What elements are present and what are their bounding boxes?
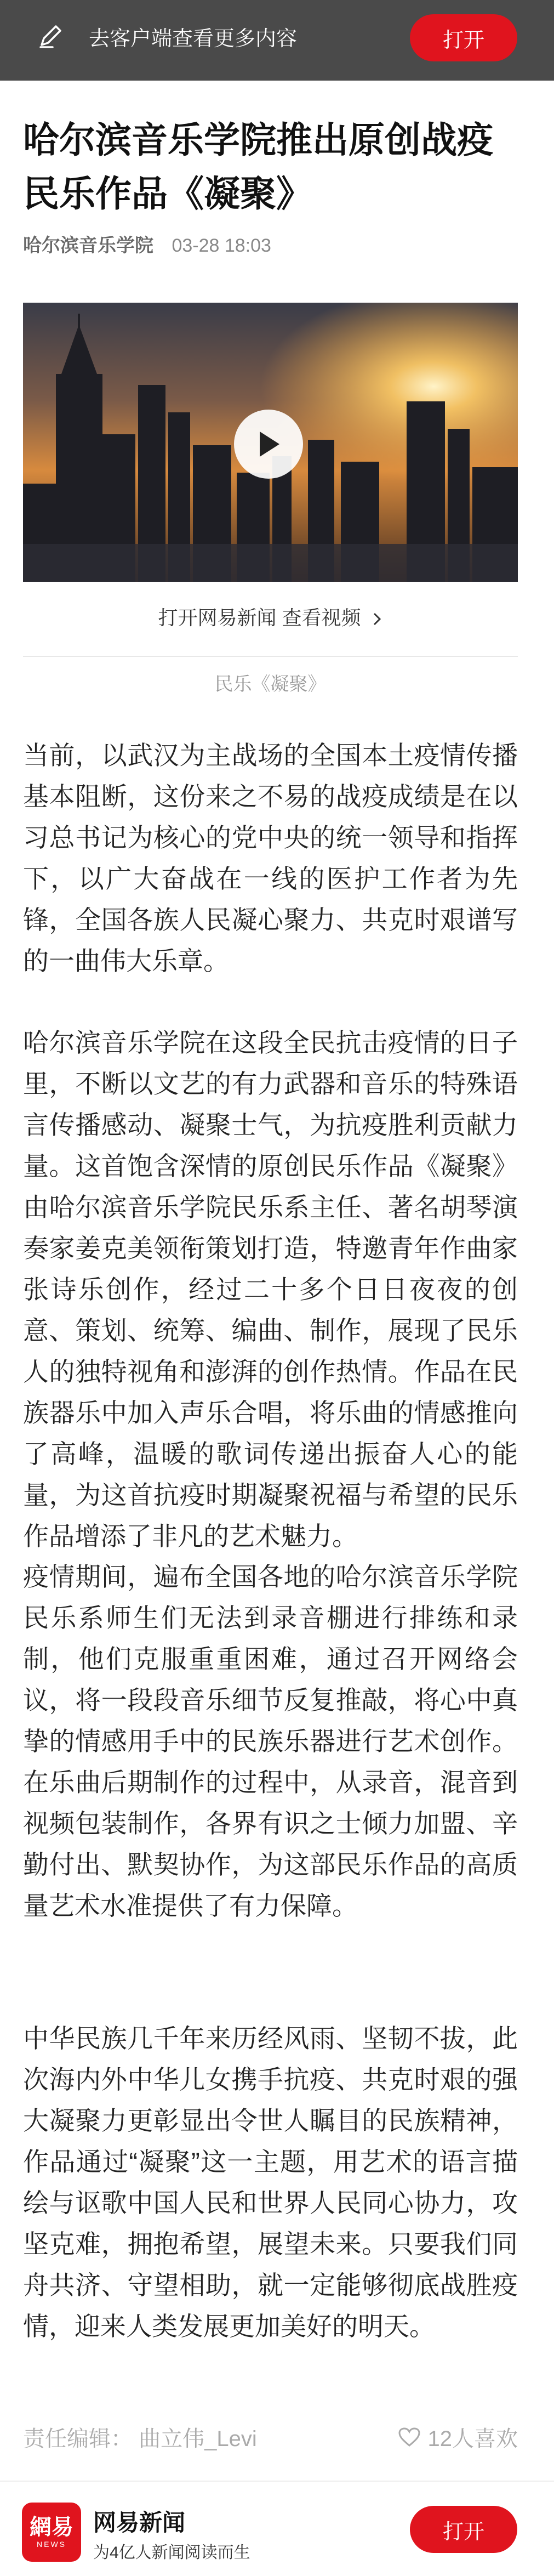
logo-sub: NEWS	[37, 2540, 66, 2549]
article-source[interactable]: 哈尔滨音乐学院	[23, 235, 153, 256]
divider	[23, 656, 518, 657]
video-caption: 民乐《凝聚》	[214, 674, 327, 695]
article-time: 03-28 18:03	[172, 235, 271, 256]
article-paragraph: 疫情期间，遍布全国各地的哈尔滨音乐学院民乐系师生们无法到录音棚进行排练和录制，他们克服重重困难，通过召开网络会议，将一段段音乐细节反复推敲，将心中真挚的情感用手中的民族乐器进行艺术创作。在乐曲后期制作的过程中，从录音，混音到视频包装制作，各界有识之士倾力加盟、辛勤付出、默契协作，为这部民乐作品的高质量艺术水准提供了有力保障。	[23, 1562, 518, 1920]
article-title: 哈尔滨音乐学院推出原创战疫民乐作品《凝聚》	[23, 120, 493, 214]
open-app-button[interactable]: 打开	[410, 14, 517, 61]
open-app-button-bottom[interactable]: 打开	[410, 2506, 517, 2553]
watch-video-link[interactable]	[23, 604, 518, 632]
article-footer	[23, 2421, 518, 2454]
banner-prompt: 去客户端查看更多内容	[89, 27, 298, 50]
article-paragraph: 当前，以武汉为主战场的全国本土疫情传播基本阻断，这份来之不易的战疫成绩是在以习总书记为核心的党中央的统一领导和指挥下，以广大奋战在一线的医护工作者为先锋，全国各族人民凝心聚力、共克时艰谱写的一曲伟大乐章。	[23, 741, 518, 975]
article-meta	[23, 230, 518, 257]
app-slogan: 为4亿人新闻阅读而生	[93, 2544, 250, 2562]
heart-icon	[398, 2427, 420, 2447]
netease-logo	[22, 2503, 81, 2562]
app-name: 网易新闻	[93, 2510, 186, 2535]
play-icon	[256, 430, 281, 458]
play-button[interactable]	[234, 410, 303, 479]
pen-icon	[36, 22, 65, 50]
app-download-banner	[0, 0, 554, 81]
like-button[interactable]	[398, 2421, 518, 2453]
watch-video-label: 打开网易新闻 查看视频	[158, 606, 361, 629]
article-paragraph: 哈尔滨音乐学院在这段全民抗击疫情的日子里，不断以文艺的有力武器和音乐的特殊语言传播感动、凝聚士气，为抗疫胜利贡献力量。这首饱含深情的原创民乐作品《凝聚》由哈尔滨音乐学院民乐系主任、著名胡琴演奏家姜克美领衔策划打造，特邀青年作曲家张诗乐创作，经过二十多个日日夜夜的创意、策划、统筹、编曲、制作，展现了民乐人的独特视角和澎湃的创作热情。作品在民族器乐中加入声乐合唱，将乐曲的情感推向了高峰，温暖的歌词传递出振奋人心的能量，为这首抗疫时期凝聚祝福与希望的民乐作品增添了非凡的艺术魅力。	[23, 1028, 518, 1551]
app-promo-bar	[0, 2481, 554, 2576]
logo-text: 網易	[30, 2515, 73, 2539]
article-paragraph: 中华民族几千年来历经风雨、坚韧不拔，此次海内外中华儿女携手抗疫、共克时艰的强大凝聚力更彰显出令世人瞩目的民族精神，作品通过“凝聚”这一主题，用艺术的语言描绘与讴歌中国人民和世界人民同心协力，攻坚克难，拥抱希望，展望未来。只要我们同舟共济、守望相助，就一定能够彻底战胜疫情，迎来人类发展更加美好的明天。	[23, 2024, 518, 2341]
like-count: 12人喜欢	[427, 2427, 518, 2451]
editor-credit: 责任编辑： 曲立伟_Levi	[23, 2427, 257, 2451]
chevron-right-icon	[371, 611, 383, 627]
